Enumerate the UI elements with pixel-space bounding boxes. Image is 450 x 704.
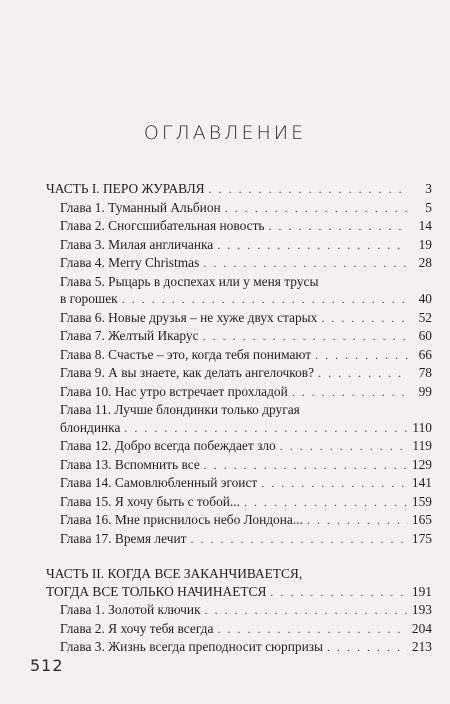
dot-leader bbox=[203, 255, 408, 273]
dot-leader bbox=[315, 347, 408, 365]
chapter-title: Глава 17. Время лечит bbox=[60, 530, 187, 546]
chapter-title: Глава 3. Жизнь всегда преподносит сюрпризы bbox=[60, 639, 324, 654]
page-ref: 19 bbox=[418, 236, 432, 252]
toc-heading: ОГЛАВЛЕНИЕ bbox=[143, 122, 307, 144]
toc-entry bbox=[60, 456, 432, 475]
dot-leader bbox=[261, 475, 408, 493]
dot-leader bbox=[217, 621, 407, 639]
chapter-title: Глава 8. Счастье – это, когда тебя понимают bbox=[60, 346, 312, 362]
toc-entry bbox=[60, 601, 432, 620]
chapter-title: Глава 5. Рыцарь в доспехах или у меня трусы bbox=[60, 273, 319, 289]
part-title: ЧАСТЬ I. ПЕРО ЖУРАВЛЯ bbox=[46, 181, 205, 196]
page-ref: 52 bbox=[418, 309, 432, 325]
page-number: 512 bbox=[30, 656, 64, 675]
dot-leader bbox=[269, 218, 408, 236]
chapter-title: Глава 1. Туманный Альбион bbox=[60, 199, 221, 215]
page-ref: 66 bbox=[418, 346, 432, 362]
toc-entry bbox=[60, 327, 432, 346]
chapter-title: Глава 14. Самовлюбленный эгоист bbox=[60, 475, 258, 490]
dot-leader bbox=[205, 602, 408, 620]
page-ref: 204 bbox=[411, 620, 432, 636]
dot-leader bbox=[209, 181, 408, 199]
toc-entry bbox=[60, 309, 432, 328]
dot-leader bbox=[124, 420, 408, 438]
toc-part-1 bbox=[46, 180, 432, 199]
toc-entry bbox=[60, 493, 432, 512]
toc-entry bbox=[60, 199, 432, 218]
page-ref: 129 bbox=[411, 456, 432, 472]
chapter-title: Глава 10. Нас утро встречает прохладой bbox=[60, 383, 288, 399]
dot-leader bbox=[280, 438, 408, 456]
dot-leader bbox=[203, 328, 408, 346]
page-ref: 119 bbox=[412, 438, 432, 453]
part-title-cont: ТОГДА ВСЕ ТОЛЬКО НАЧИНАЕТСЯ bbox=[46, 583, 267, 599]
dot-leader bbox=[270, 584, 407, 602]
toc-entry bbox=[60, 236, 432, 255]
dot-leader bbox=[292, 384, 408, 402]
chapter-title: Глава 16. Мне приснилось небо Лондона... bbox=[60, 512, 303, 527]
page-ref: 5 bbox=[425, 199, 432, 215]
chapter-title-cont: блондинка bbox=[60, 419, 121, 435]
page-ref: 110 bbox=[412, 419, 432, 435]
chapter-title: Глава 12. Добро всегда побеждает зло bbox=[60, 438, 276, 453]
chapter-title: Глава 13. Вспомнить все bbox=[60, 456, 200, 472]
chapter-title: Глава 6. Новые друзья – не хуже двух старых bbox=[60, 309, 318, 325]
toc-entry bbox=[60, 383, 432, 402]
page-ref: 175 bbox=[411, 530, 432, 546]
page-ref: 40 bbox=[418, 291, 432, 306]
chapter-title: Глава 2. Я хочу тебя всегда bbox=[60, 620, 214, 636]
dot-leader bbox=[225, 200, 408, 218]
page-ref: 159 bbox=[411, 493, 432, 509]
section-gap bbox=[46, 548, 432, 565]
page-ref: 78 bbox=[418, 365, 432, 380]
toc-part-2-continuation bbox=[46, 583, 432, 602]
page-ref: 3 bbox=[425, 181, 432, 196]
toc-entry bbox=[60, 511, 432, 530]
toc-entry-continuation bbox=[60, 419, 432, 438]
toc-entry bbox=[60, 401, 432, 419]
toc-entry bbox=[60, 254, 432, 273]
chapter-title: Глава 15. Я хочу быть с тобой... bbox=[60, 493, 240, 509]
dot-leader bbox=[307, 512, 408, 530]
toc-entry bbox=[60, 530, 432, 549]
toc-entry bbox=[60, 620, 432, 639]
chapter-title: Глава 3. Милая англичанка bbox=[60, 236, 214, 252]
page-ref: 99 bbox=[418, 383, 432, 399]
chapter-title: Глава 11. Лучше блондинки только другая bbox=[60, 402, 300, 417]
dot-leader bbox=[321, 310, 408, 328]
toc-entry bbox=[60, 474, 432, 493]
toc-entry bbox=[60, 217, 432, 236]
toc-entry bbox=[60, 638, 432, 657]
page-ref: 193 bbox=[411, 602, 432, 617]
page-ref: 165 bbox=[411, 512, 432, 527]
toc-entry bbox=[60, 437, 432, 456]
dot-leader bbox=[318, 365, 408, 383]
toc-entry-continuation bbox=[60, 290, 432, 309]
chapter-title: Глава 4. Merry Christmas bbox=[60, 255, 200, 270]
toc-entry bbox=[60, 346, 432, 365]
chapter-title: Глава 2. Сногсшибательная новость bbox=[60, 218, 265, 233]
dot-leader bbox=[244, 494, 408, 512]
page-ref: 213 bbox=[411, 639, 432, 654]
page-ref: 14 bbox=[418, 218, 432, 233]
chapter-title: Глава 7. Желтый Икарус bbox=[60, 328, 199, 343]
page-ref: 191 bbox=[411, 583, 432, 599]
chapter-title: Глава 1. Золотой ключик bbox=[60, 602, 201, 617]
page-ref: 60 bbox=[418, 328, 432, 343]
page-ref: 28 bbox=[418, 255, 432, 270]
toc-entry bbox=[60, 273, 432, 291]
dot-leader bbox=[190, 531, 407, 549]
chapter-title: Глава 9. А вы знаете, как делать ангелочков? bbox=[60, 365, 315, 380]
part-title: ЧАСТЬ II. КОГДА ВСЕ ЗАКАНЧИВАЕТСЯ, bbox=[46, 566, 303, 581]
page-ref: 141 bbox=[411, 475, 432, 490]
table-of-contents bbox=[46, 180, 432, 657]
chapter-title-cont: в горошек bbox=[60, 291, 118, 306]
toc-part-2 bbox=[46, 565, 432, 583]
dot-leader bbox=[327, 639, 408, 657]
dot-leader bbox=[122, 291, 408, 309]
dot-leader bbox=[217, 237, 408, 255]
dot-leader bbox=[204, 457, 408, 475]
toc-entry bbox=[60, 364, 432, 383]
